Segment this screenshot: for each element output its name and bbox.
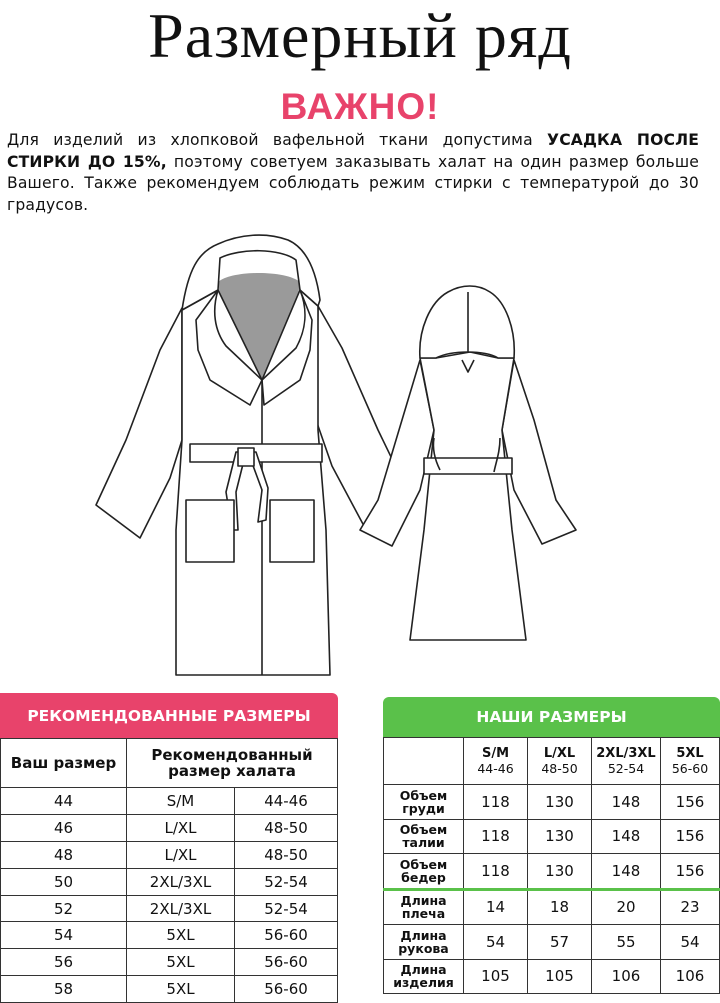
size-range-cell: 48-50 xyxy=(235,841,338,868)
size-range: 48-50 xyxy=(541,761,578,776)
value-cell: 20 xyxy=(592,889,661,925)
page-title: Размерный ряд xyxy=(148,0,572,71)
our-sizes-table xyxy=(383,737,720,994)
robe-size-cell: 2XL/3XL xyxy=(127,895,235,922)
size-range-cell: 52-54 xyxy=(235,868,338,895)
important-heading: ВАЖНО! xyxy=(280,86,440,127)
value-cell: 14 xyxy=(464,889,528,925)
value-cell: 156 xyxy=(661,854,720,890)
value-cell: 148 xyxy=(592,854,661,890)
your-size-cell: 52 xyxy=(1,895,127,922)
size-range: 44-46 xyxy=(477,761,514,776)
recommended-sizes-table xyxy=(0,738,338,1003)
value-cell: 106 xyxy=(592,959,661,994)
note-text-2: поэтому советуем заказывать халат на один размер больше Вашего. Также рекомендуем соблюдать режим стирки с температурой до 30 градусов. xyxy=(7,152,699,214)
table-row xyxy=(1,949,338,976)
value-cell: 18 xyxy=(528,889,592,925)
value-cell: 23 xyxy=(661,889,720,925)
robe-size-cell: S/M xyxy=(127,788,235,815)
note-bold: УСАДКА ПОСЛЕ СТИРКИ ДО 15%, xyxy=(7,131,699,171)
table-row xyxy=(1,922,338,949)
measure-label: Объем груди xyxy=(384,785,464,820)
table-row xyxy=(1,976,338,1003)
value-cell: 105 xyxy=(464,959,528,994)
table-row xyxy=(384,889,720,925)
your-size-cell: 58 xyxy=(1,976,127,1003)
size-range-cell: 56-60 xyxy=(235,922,338,949)
value-cell: 118 xyxy=(464,819,528,854)
table-row xyxy=(1,841,338,868)
size-range-cell: 44-46 xyxy=(235,788,338,815)
your-size-cell: 44 xyxy=(1,788,127,815)
size-range-cell: 48-50 xyxy=(235,814,338,841)
shrinkage-note xyxy=(7,130,699,216)
table-row xyxy=(384,959,720,994)
size-range-cell: 56-60 xyxy=(235,949,338,976)
measure-label: Объем бедер xyxy=(384,854,464,890)
robe-back-drawing xyxy=(360,286,576,640)
robe-size-cell: 5XL xyxy=(127,976,235,1003)
your-size-cell: 56 xyxy=(1,949,127,976)
table-row xyxy=(1,868,338,895)
robe-size-cell: 5XL xyxy=(127,949,235,976)
table-row xyxy=(1,895,338,922)
table-row xyxy=(384,854,720,890)
size-range: 56-60 xyxy=(671,761,709,776)
size-name: 2XL/3XL xyxy=(596,746,656,761)
table-row xyxy=(384,925,720,960)
recommended-sizes-header: РЕКОМЕНДОВАННЫЕ РАЗМЕРЫ xyxy=(0,693,338,738)
size-header-cell xyxy=(592,738,661,785)
your-size-cell: 48 xyxy=(1,841,127,868)
value-cell: 156 xyxy=(661,785,720,820)
measure-label: Длина рукова xyxy=(384,925,464,960)
robe-size-cell: L/XL xyxy=(127,814,235,841)
table-row xyxy=(384,819,720,854)
col-recommended-size: Рекомендованный размер халата xyxy=(127,739,338,788)
measure-label: Объем талии xyxy=(384,819,464,854)
size-name: L/XL xyxy=(543,746,576,761)
robe-size-cell: L/XL xyxy=(127,841,235,868)
robe-size-cell: 2XL/3XL xyxy=(127,868,235,895)
value-cell: 156 xyxy=(661,819,720,854)
size-range: 52-54 xyxy=(607,761,645,776)
corner-cell xyxy=(384,738,464,785)
robe-front-drawing xyxy=(96,235,408,675)
value-cell: 130 xyxy=(528,854,592,890)
your-size-cell: 50 xyxy=(1,868,127,895)
our-sizes-header: НАШИ РАЗМЕРЫ xyxy=(383,697,720,737)
value-cell: 54 xyxy=(464,925,528,960)
table-row xyxy=(1,788,338,815)
value-cell: 55 xyxy=(592,925,661,960)
table-row xyxy=(1,814,338,841)
your-size-cell: 46 xyxy=(1,814,127,841)
bathrobe-sketch xyxy=(0,230,720,690)
size-header-cell xyxy=(528,738,592,785)
value-cell: 118 xyxy=(464,785,528,820)
size-header-cell xyxy=(464,738,528,785)
value-cell: 130 xyxy=(528,785,592,820)
measure-label: Длина изделия xyxy=(384,959,464,994)
value-cell: 54 xyxy=(661,925,720,960)
col-your-size: Ваш размер xyxy=(1,739,127,788)
value-cell: 130 xyxy=(528,819,592,854)
value-cell: 57 xyxy=(528,925,592,960)
measure-label: Длина плеча xyxy=(384,889,464,925)
value-cell: 148 xyxy=(592,785,661,820)
value-cell: 118 xyxy=(464,854,528,890)
value-cell: 106 xyxy=(661,959,720,994)
your-size-cell: 54 xyxy=(1,922,127,949)
size-range-cell: 52-54 xyxy=(235,895,338,922)
size-range-cell: 56-60 xyxy=(235,976,338,1003)
note-text-1: Для изделий из хлопковой вафельной ткани допустима xyxy=(7,131,548,149)
value-cell: 148 xyxy=(592,819,661,854)
value-cell: 105 xyxy=(528,959,592,994)
robe-size-cell: 5XL xyxy=(127,922,235,949)
size-name: 5XL xyxy=(676,746,704,761)
table-row xyxy=(384,785,720,820)
size-header-cell xyxy=(661,738,720,785)
size-name: S/M xyxy=(481,746,510,761)
